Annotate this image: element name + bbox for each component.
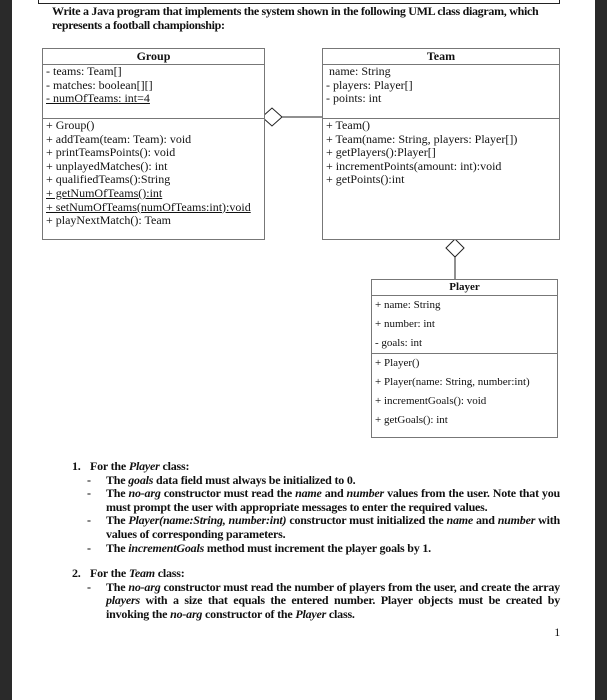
attribute: + number: int [375, 318, 435, 330]
class-attributes [323, 65, 559, 119]
class-title: Group [43, 49, 264, 65]
class-title: Team [323, 49, 559, 65]
method: + getGoals(): int [375, 414, 448, 426]
method: + setNumOfTeams(numOfTeams:int):void [46, 199, 251, 214]
method: + incrementGoals(): void [375, 395, 487, 407]
attribute: - players: Player[] [326, 77, 413, 92]
uml-class-group [42, 48, 265, 240]
bullet: - The incrementGoals method must increment the player goals by 1. [87, 540, 431, 555]
uml-class-team [322, 48, 560, 240]
method: + printTeamsPoints(): void [46, 145, 176, 160]
attribute: name: String [326, 64, 391, 78]
section-heading: For the Player class: [90, 459, 190, 473]
method: + addTeam(team: Team): void [46, 131, 192, 146]
bullet: - The no-arg constructor must read the number of players from the user, and create the array players with a size that equals the entered number. Player objects must be created by invoking the no-arg constructor of the Player class. [87, 579, 560, 621]
section-heading: For the Team class: [90, 566, 185, 581]
aggregation-diamond-icon [446, 239, 464, 257]
method: + getPoints():int [326, 172, 405, 187]
method: + qualifiedTeams():String [46, 172, 171, 187]
method: + playNextMatch(): Team [46, 213, 171, 228]
class-methods [372, 354, 557, 430]
class-methods [43, 119, 264, 228]
section-number: 1. [72, 459, 81, 473]
section-player [72, 460, 560, 555]
class-methods [323, 119, 559, 187]
page-number: 1 [554, 624, 560, 639]
aggregation-diamond-icon [262, 108, 282, 126]
method: + unplayedMatches(): int [46, 158, 168, 173]
method: + getNumOfTeams():int [46, 185, 163, 200]
method: + Team(name: String, players: Player[]) [326, 131, 518, 146]
attribute: - points: int [326, 91, 382, 106]
attribute: + name: String [375, 299, 441, 311]
uml-class-player [371, 279, 558, 438]
method: + getPlayers():Player[] [326, 145, 436, 160]
bullet: - The no-arg constructor must read the name and number values from the user. Note that you must prompt the user with appropriate messages to enter the required values. [87, 486, 560, 514]
attribute: - goals: int [375, 337, 423, 349]
method: + Player() [375, 357, 420, 369]
instructions-list [72, 460, 560, 639]
method: + incrementPoints(amount: int):void [326, 158, 502, 173]
bullet: - The Player(name:String, number:int) constructor must initialized the name and number with values of corresponding parameters. [87, 513, 561, 541]
attribute: - matches: boolean[][] [46, 77, 153, 92]
bullet: - The goals data field must always be initialized to 0. [87, 472, 356, 487]
intro-text: Write a Java program that implements the system shown in the following UML class diagram, which represents a football championship: [52, 4, 539, 32]
attribute: - numOfTeams: int=4 [46, 91, 150, 106]
section-number: 2. [72, 566, 81, 581]
attribute: - teams: Team[] [46, 64, 122, 78]
method: + Team() [326, 118, 371, 132]
section-team [72, 567, 560, 621]
method: + Player(name: String, number:int) [375, 376, 530, 388]
class-attributes [372, 296, 557, 354]
class-title: Player [372, 280, 557, 296]
class-attributes [43, 65, 264, 119]
method: + Group() [46, 118, 95, 132]
